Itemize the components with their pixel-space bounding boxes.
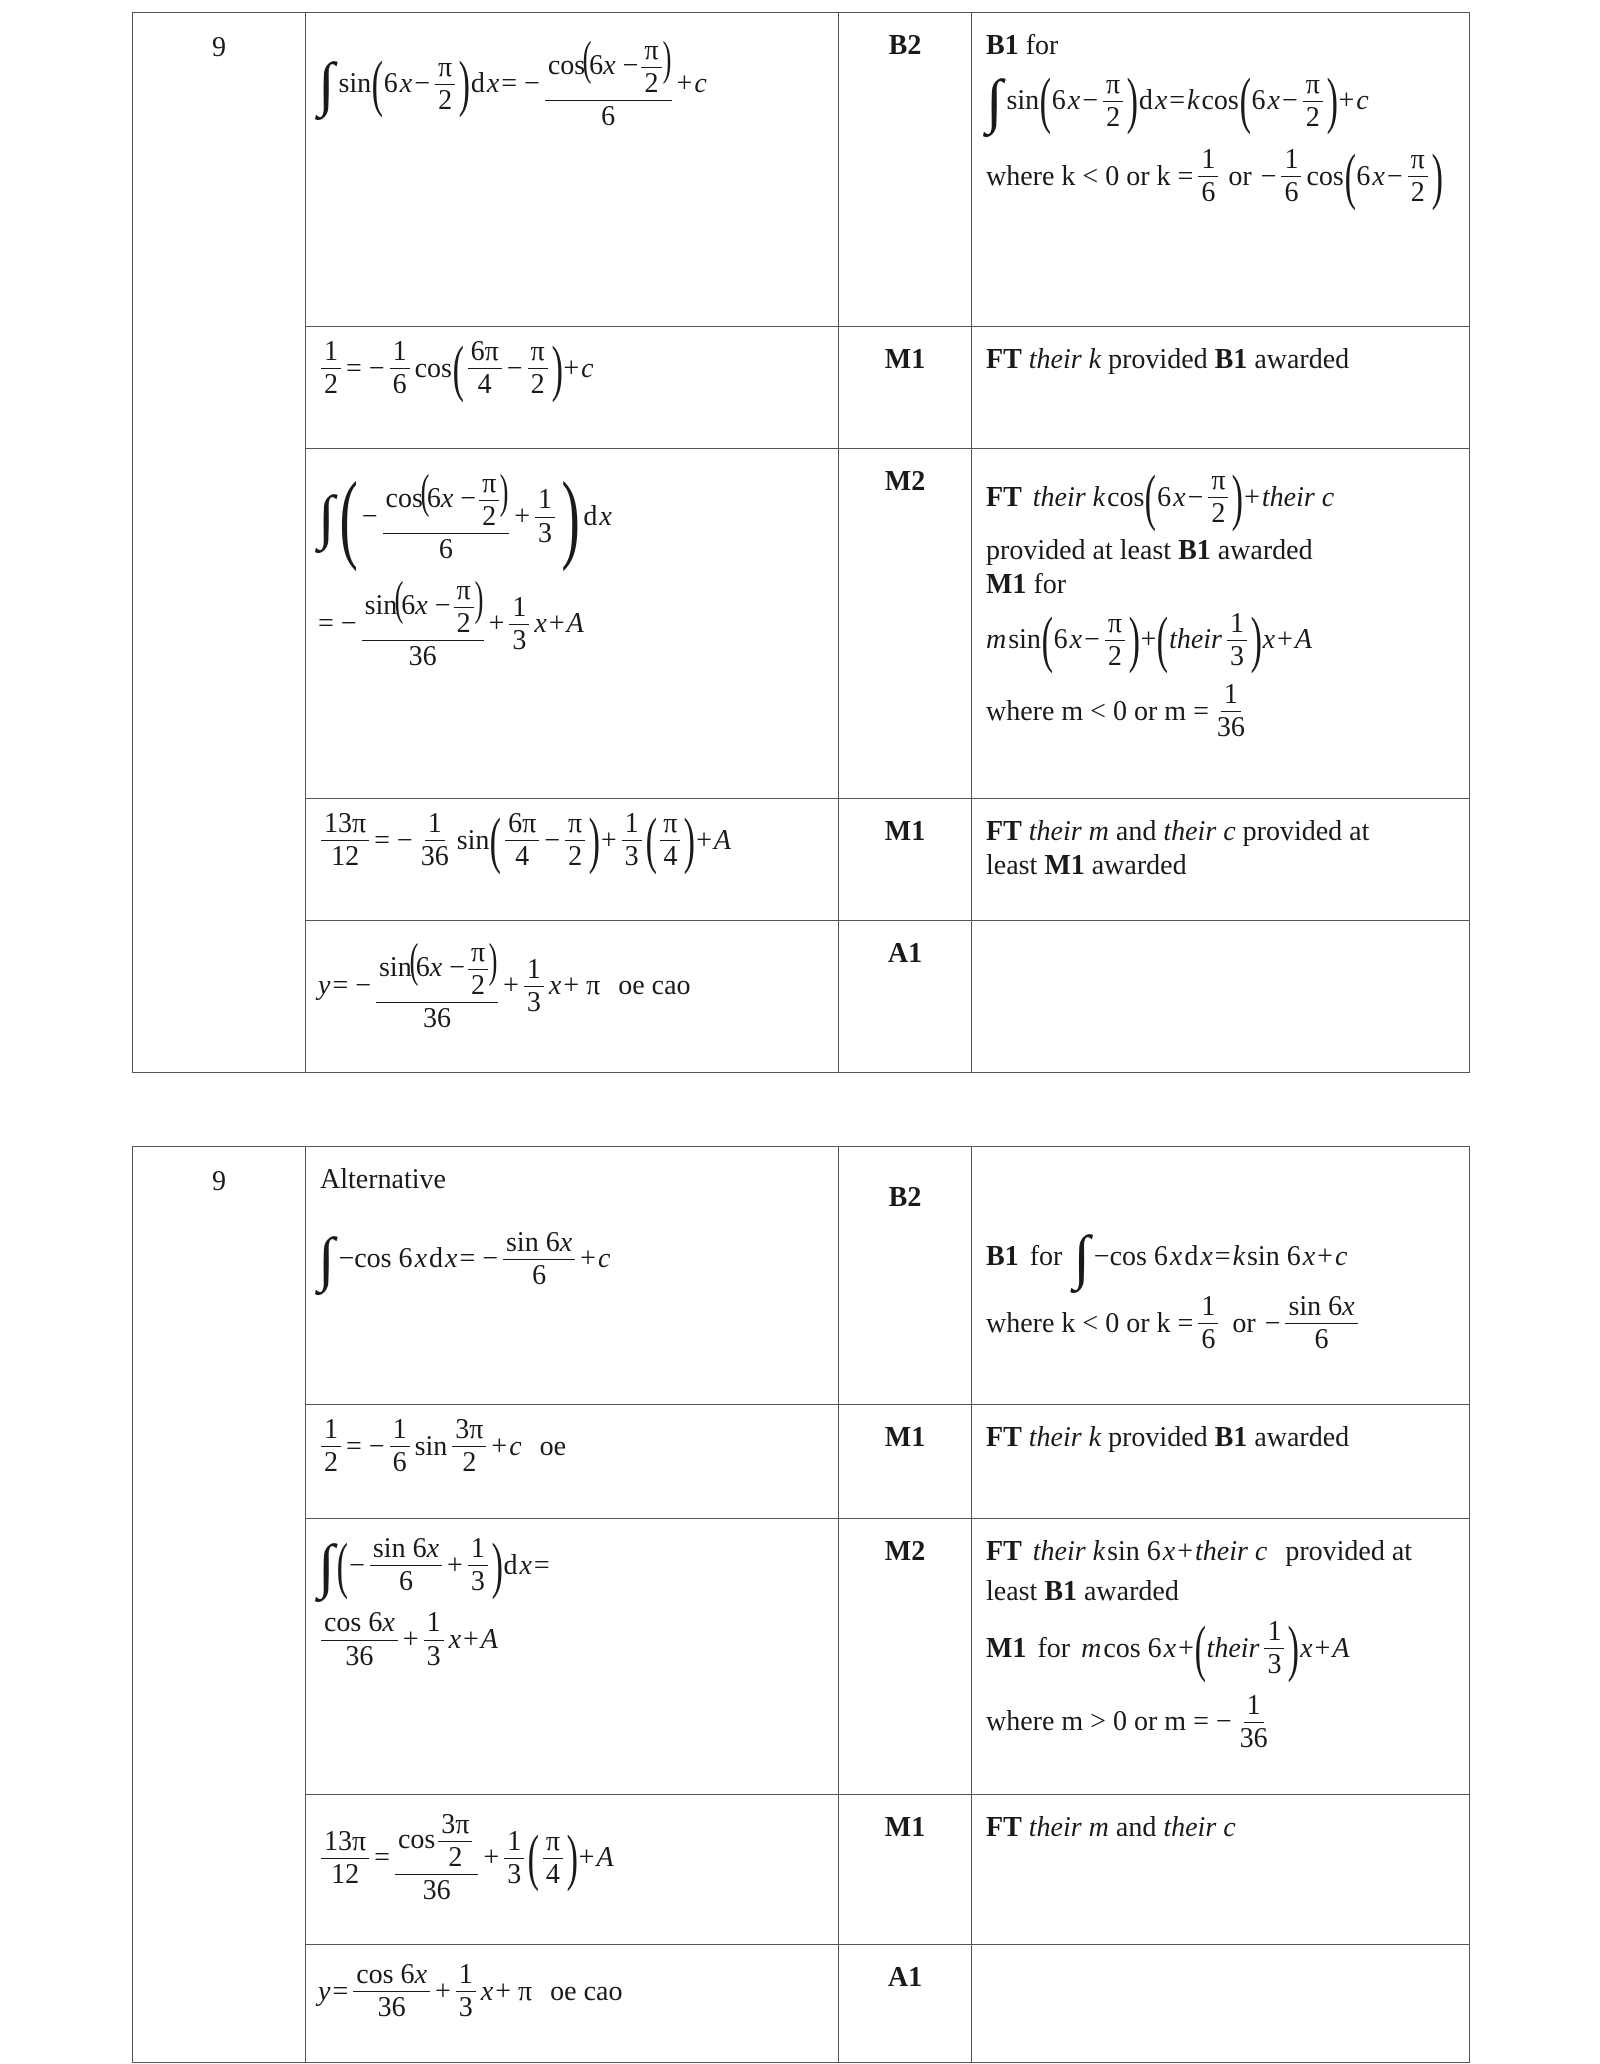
ft-label: FT: [986, 1536, 1022, 1567]
mark-cell: [839, 13, 972, 327]
answer-cell: $\frac{1}{2}$ = − $\frac{1}{6}$ sin $\frac{3\pi}{2}$ + c oe: [306, 1405, 839, 1519]
guidance-word: least: [986, 849, 1038, 881]
mark-label: A1: [887, 1962, 923, 1993]
guidance-cell: B1 for ∫ −cos 6 x d x = k sin 6 x + c where k < 0 or k = $\frac{1}{6}$ or − $\frac{\sin 6x}{6}$: [972, 1147, 1470, 1405]
answer-cell: $\frac{1}{2}$ = − $\frac{1}{6}$ cos ( $\frac{6\pi}{4}$ − $\frac{\pi}{2}$ ) + c: [306, 327, 839, 449]
mark-scheme-table-alternative: [132, 1146, 1470, 2063]
their-c-text: their c: [1163, 816, 1236, 847]
guidance-word: awarded: [1217, 535, 1313, 567]
mark-label: M1: [884, 344, 926, 375]
question-number: 9: [212, 1166, 226, 1197]
ft-label: FT: [986, 816, 1022, 847]
ft-label: FT: [986, 1812, 1022, 1843]
oe-cao-text: oe cao: [550, 1975, 623, 2007]
answer-cell: [306, 13, 839, 327]
guidance-word: awarded: [1084, 1575, 1179, 1607]
mark-scheme-table-main: [132, 12, 1470, 1073]
mark-label: M1: [884, 1812, 926, 1843]
ft-label: FT: [986, 1422, 1022, 1453]
guidance-cell: FT their k sin 6 x + their c provided at least B1 awarded M1 for m cos 6 x + ( their $\frac{1}{3}$ ) x + A where m > 0 or m = − $\frac{1}{36}$: [972, 1519, 1470, 1795]
oe-text: oe: [539, 1430, 567, 1462]
guidance-word: for: [1033, 568, 1067, 600]
mark-label: B2: [888, 30, 922, 61]
guidance-word: provided at least: [986, 535, 1172, 567]
mark-ref: B1: [1178, 535, 1211, 567]
guidance-word: least: [986, 1575, 1038, 1607]
mark-ref: M1: [986, 1633, 1027, 1665]
where-k-text: where k < 0 or k =: [986, 1307, 1194, 1339]
their-c-text: their c: [1163, 1812, 1236, 1843]
mark-label: A1: [887, 938, 923, 969]
their-k-text: their k: [1028, 1422, 1102, 1453]
mark-ref: B1: [1214, 344, 1248, 375]
mark-cell: [839, 921, 972, 1073]
mark-ref: B1: [986, 30, 1019, 61]
guidance-word: for: [1029, 1241, 1063, 1273]
guidance-word: provided: [1108, 344, 1208, 375]
answer-cell: y = − sin(6x − $\frac{\pi}{2}$ ) 36 + $\frac{1}{3}$ x + π oe cao: [306, 921, 839, 1073]
mark-label: M1: [884, 1422, 926, 1453]
or-text: or: [1232, 1307, 1256, 1339]
mark-cell: [839, 1519, 972, 1795]
answer-cell: $\frac{13\pi}{12}$ = cos $\frac{3\pi}{2}$ 36 + $\frac{1}{3}$ ( $\frac{\pi}{4}$ ) + A: [306, 1795, 839, 1945]
answer-integral-sin: ∫ sin ( 6 x − $\frac{\pi}{2}$ ) d x = − cos(6x − $\frac{\pi}{2}$ ) 6 + c: [318, 32, 707, 133]
mark-label: M2: [884, 466, 926, 497]
where-m-text: where m < 0 or m =: [986, 695, 1209, 727]
guidance-word: for: [1037, 1633, 1071, 1665]
oe-cao-text: oe cao: [618, 970, 691, 1002]
ft-label: FT: [986, 481, 1022, 513]
alternative-label: Alternative: [320, 1164, 446, 1195]
guidance-word: awarded: [1254, 1422, 1350, 1453]
guidance-cell: [972, 327, 1470, 449]
where-m-text: where m > 0 or m = −: [986, 1706, 1232, 1738]
guidance-word: and: [1115, 1812, 1157, 1843]
mark-label: M1: [884, 816, 926, 847]
ft-label: FT: [986, 344, 1022, 375]
mark-ref: M1: [986, 568, 1027, 600]
question-number-cell: [133, 1147, 306, 2063]
guidance-cell: [972, 799, 1470, 921]
guidance-word: provided at: [1285, 1536, 1413, 1567]
answer-cell: $\frac{13\pi}{12}$ = − $\frac{1}{36}$ sin ( $\frac{6\pi}{4}$ − $\frac{\pi}{2}$ ) + $\frac{1}{3}$ ( $\frac{\pi}{4}$ ) + A: [306, 799, 839, 921]
mark-cell: [839, 1945, 972, 2063]
mark-label: M2: [884, 1536, 926, 1567]
answer-cell: ∫ ( − cos(6x − $\frac{\pi}{2}$ ) 6 + $\frac{1}{3}$ ) d x = − sin(6x − $\frac{\pi}{2}$ ) 36 + $\frac{1}{3}$ x + A: [306, 449, 839, 799]
mark-label: B2: [888, 1182, 922, 1213]
guidance-cell: [972, 1945, 1470, 2063]
where-k-text: where k < 0 or k =: [986, 160, 1194, 192]
mark-cell: [839, 1795, 972, 1945]
mark-ref: B1: [1214, 1422, 1248, 1453]
guidance-word: awarded: [1254, 344, 1350, 375]
guidance-cell: FT their k cos ( 6 x − $\frac{\pi}{2}$ ) + their c provided at least B1 awarded M1 for m sin ( 6 x − $\frac{\pi}{2}$ ) + ( their $\frac{1}{3}$ ) x + A where m < 0 or m = $\frac{1}{36}$: [972, 449, 1470, 799]
guidance-word: and: [1115, 816, 1157, 847]
question-number: 9: [212, 32, 226, 63]
their-m-text: their m: [1028, 1812, 1109, 1843]
mark-cell: [839, 799, 972, 921]
guidance-cell: [972, 921, 1470, 1073]
guidance-word: awarded: [1091, 849, 1187, 881]
answer-cell: ∫ ( − $\frac{\sin 6x}{6}$ + $\frac{1}{3}$ ) d x = $\frac{\cos 6x}{36}$ + $\frac{1}{3}$ x + A: [306, 1519, 839, 1795]
mark-ref: M1: [1044, 849, 1085, 881]
mark-ref: B1: [986, 1241, 1019, 1273]
question-number-cell: [133, 13, 306, 1073]
or-text: or: [1228, 160, 1252, 192]
mark-cell: [839, 1147, 972, 1405]
their-m-text: their m: [1028, 816, 1109, 847]
mark-cell: [839, 1405, 972, 1519]
guidance-word: provided at: [1242, 816, 1370, 847]
mark-ref: B1: [1044, 1575, 1077, 1607]
guidance-cell: [972, 13, 1470, 327]
guidance-text: B1 for ∫ sin ( 6 x − $\frac{\pi}{2}$ ) d x = k cos ( 6 x − $\frac{\pi}{2}$ ) + c where k < 0 or k = $\frac{1}{6}$ or − $\frac{1}{6}$ cos ( 6 x − $\frac{\pi}{2}$ ): [986, 30, 1443, 211]
guidance-cell: [972, 1405, 1470, 1519]
guidance-cell: [972, 1795, 1470, 1945]
guidance-word: for: [1025, 30, 1059, 61]
mark-cell: [839, 327, 972, 449]
guidance-word: provided: [1108, 1422, 1208, 1453]
mark-cell: [839, 449, 972, 799]
their-k-text: their k: [1028, 344, 1102, 375]
answer-cell: y = $\frac{\cos 6x}{36}$ + $\frac{1}{3}$ x + π oe cao: [306, 1945, 839, 2063]
answer-cell: Alternative ∫ −cos 6 x d x = − $\frac{\sin 6x}{6}$ + c: [306, 1147, 839, 1405]
